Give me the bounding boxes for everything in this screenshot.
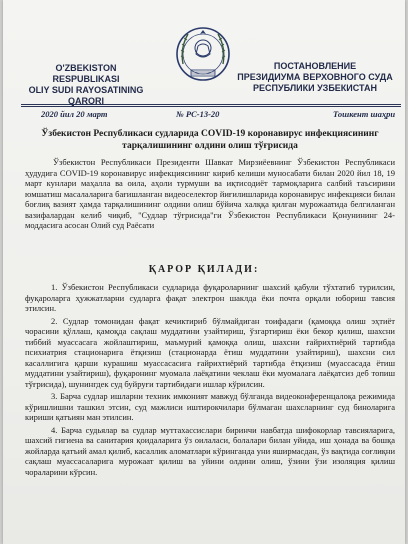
decree-item: 3. Барча судлар ишларни техник имконият мавжуд бўлганда видеоконференцалоқа режимида кўришлишни ташкил этсин, суд мажлиси иштирокчилари бўлмаган шахсларнинг суд биноларига кириши қатъиян ман этилсин. — [25, 391, 395, 422]
decree-item: 2. Судлар томонидан фақат кечиктириб бўлмайдиган тоифадаги (қамоққа олиш эҳтиёт чорасини қўллаш, қамоқда сақлаш муддатини узайтириш, ўзгартириш ёки бекор қилиш, шахсни тиббий муассасага жойлаштириш, маъмурий қамоққа олиш, шахсни ғайрихтиёрий тартибда психиатрия стационарига ётқизиш (стационарда ётиш муддатини узайтириш), шахсни сил касаллигига қарши курашиш муассасасига ғайрихтиёрий тартибда ётқизиш (муассасада ётиш муддатини узайтириш), фуқаронинг муомала лаёқатини чеклаш ёки муомалага лаёқатсиз деб топиш тўғрисида), шунингдек суд буйруғи тартибидаги ишлар кўрилсин. — [25, 315, 395, 389]
document-date: 2020 йил 20 март — [41, 109, 108, 119]
document-title: Ўзбекистон Республикаси судларида COVID-19 коронавирус инфекциясининг тарқалишининг олдини олиш тўғрисида — [41, 129, 379, 151]
header-right-block — [225, 61, 405, 94]
header-divider — [21, 104, 401, 105]
header-divider — [21, 106, 401, 107]
header-left-block — [21, 63, 151, 107]
header-left-line: O'ZBEKISTON RESPUBLIKASI — [52, 63, 120, 84]
header-right-line: РЕСПУБЛИКИ УЗБЕКИСТАН — [253, 83, 377, 93]
header-right-line: ПОСТАНОВЛЕНИЕ — [273, 61, 357, 71]
document-page — [3, 0, 405, 544]
decree-item: 1. Ўзбекистон Республикаси судларида фуқароларнинг шахсий қабули тўхтатиб турилсин, фуқароларга ҳужжатларни судларга фақат электрон шаклда ёки почта орқали юбориш тавсия этилсин. — [25, 282, 395, 313]
decree-items — [25, 282, 395, 479]
decree-heading: ҚАРОР ҚИЛАДИ: — [148, 264, 260, 275]
header-left-line: QARORI — [68, 96, 104, 106]
header-right-line: ПРЕЗИДИУМА ВЕРХОВНОГО СУДА — [237, 72, 393, 82]
document-number: № РС-13-20 — [176, 109, 220, 119]
document-city: Тошкент шаҳри — [333, 109, 396, 119]
header-left-line: OLIY SUDI RAYOSATINING — [28, 85, 144, 95]
decree-item: 4. Барча судьялар ва судлар муттахассислари биринчи навбатда шифокорлар тавсияларига, шахсий гигиена ва санитария қоидаларига ўз оилаласи, болалари билан уйида, иш ҳонада ва бошқа жойларда қатъий амал қилиб, касаллик аломатлари кўринганда уни яширмасдан, ўз вақтида соғлиқни сақлаш муассасаларига мурожаат қилиш ва уйини олдини олиш, ўзини ўзи изоляция қилиш чораларини кўрсин. — [25, 424, 395, 477]
preamble-paragraph: Ўзбекистон Республикаси Президенти Шавкат Мирзиёевнинг Ўзбекистон Республикаси ҳудудига COVID-19 коронавирус инфекциясининг кириб келиши муносабати билан 2020 йил 18, 19 март кунлари маҳалла ва оила, аҳоли турмуши ва иқтисодиёт тармоқларига салбий таъсирини юмшатиш масалаларига бағишланган видеоселектор йиғилишларида коронавирус инфекцияси билан боғлиқ вазият ҳамда тарқалишининг олдини олиш бўйича халққа қилган мурожаатида белгиланган вазифалардан келиб чиқиб, "Судлар тўғрисида"ги Ўзбекистон Республикаси Қонунининг 24-моддасига асосан Олий суд Раёсати — [25, 157, 395, 230]
state-emblem-icon — [174, 24, 232, 86]
